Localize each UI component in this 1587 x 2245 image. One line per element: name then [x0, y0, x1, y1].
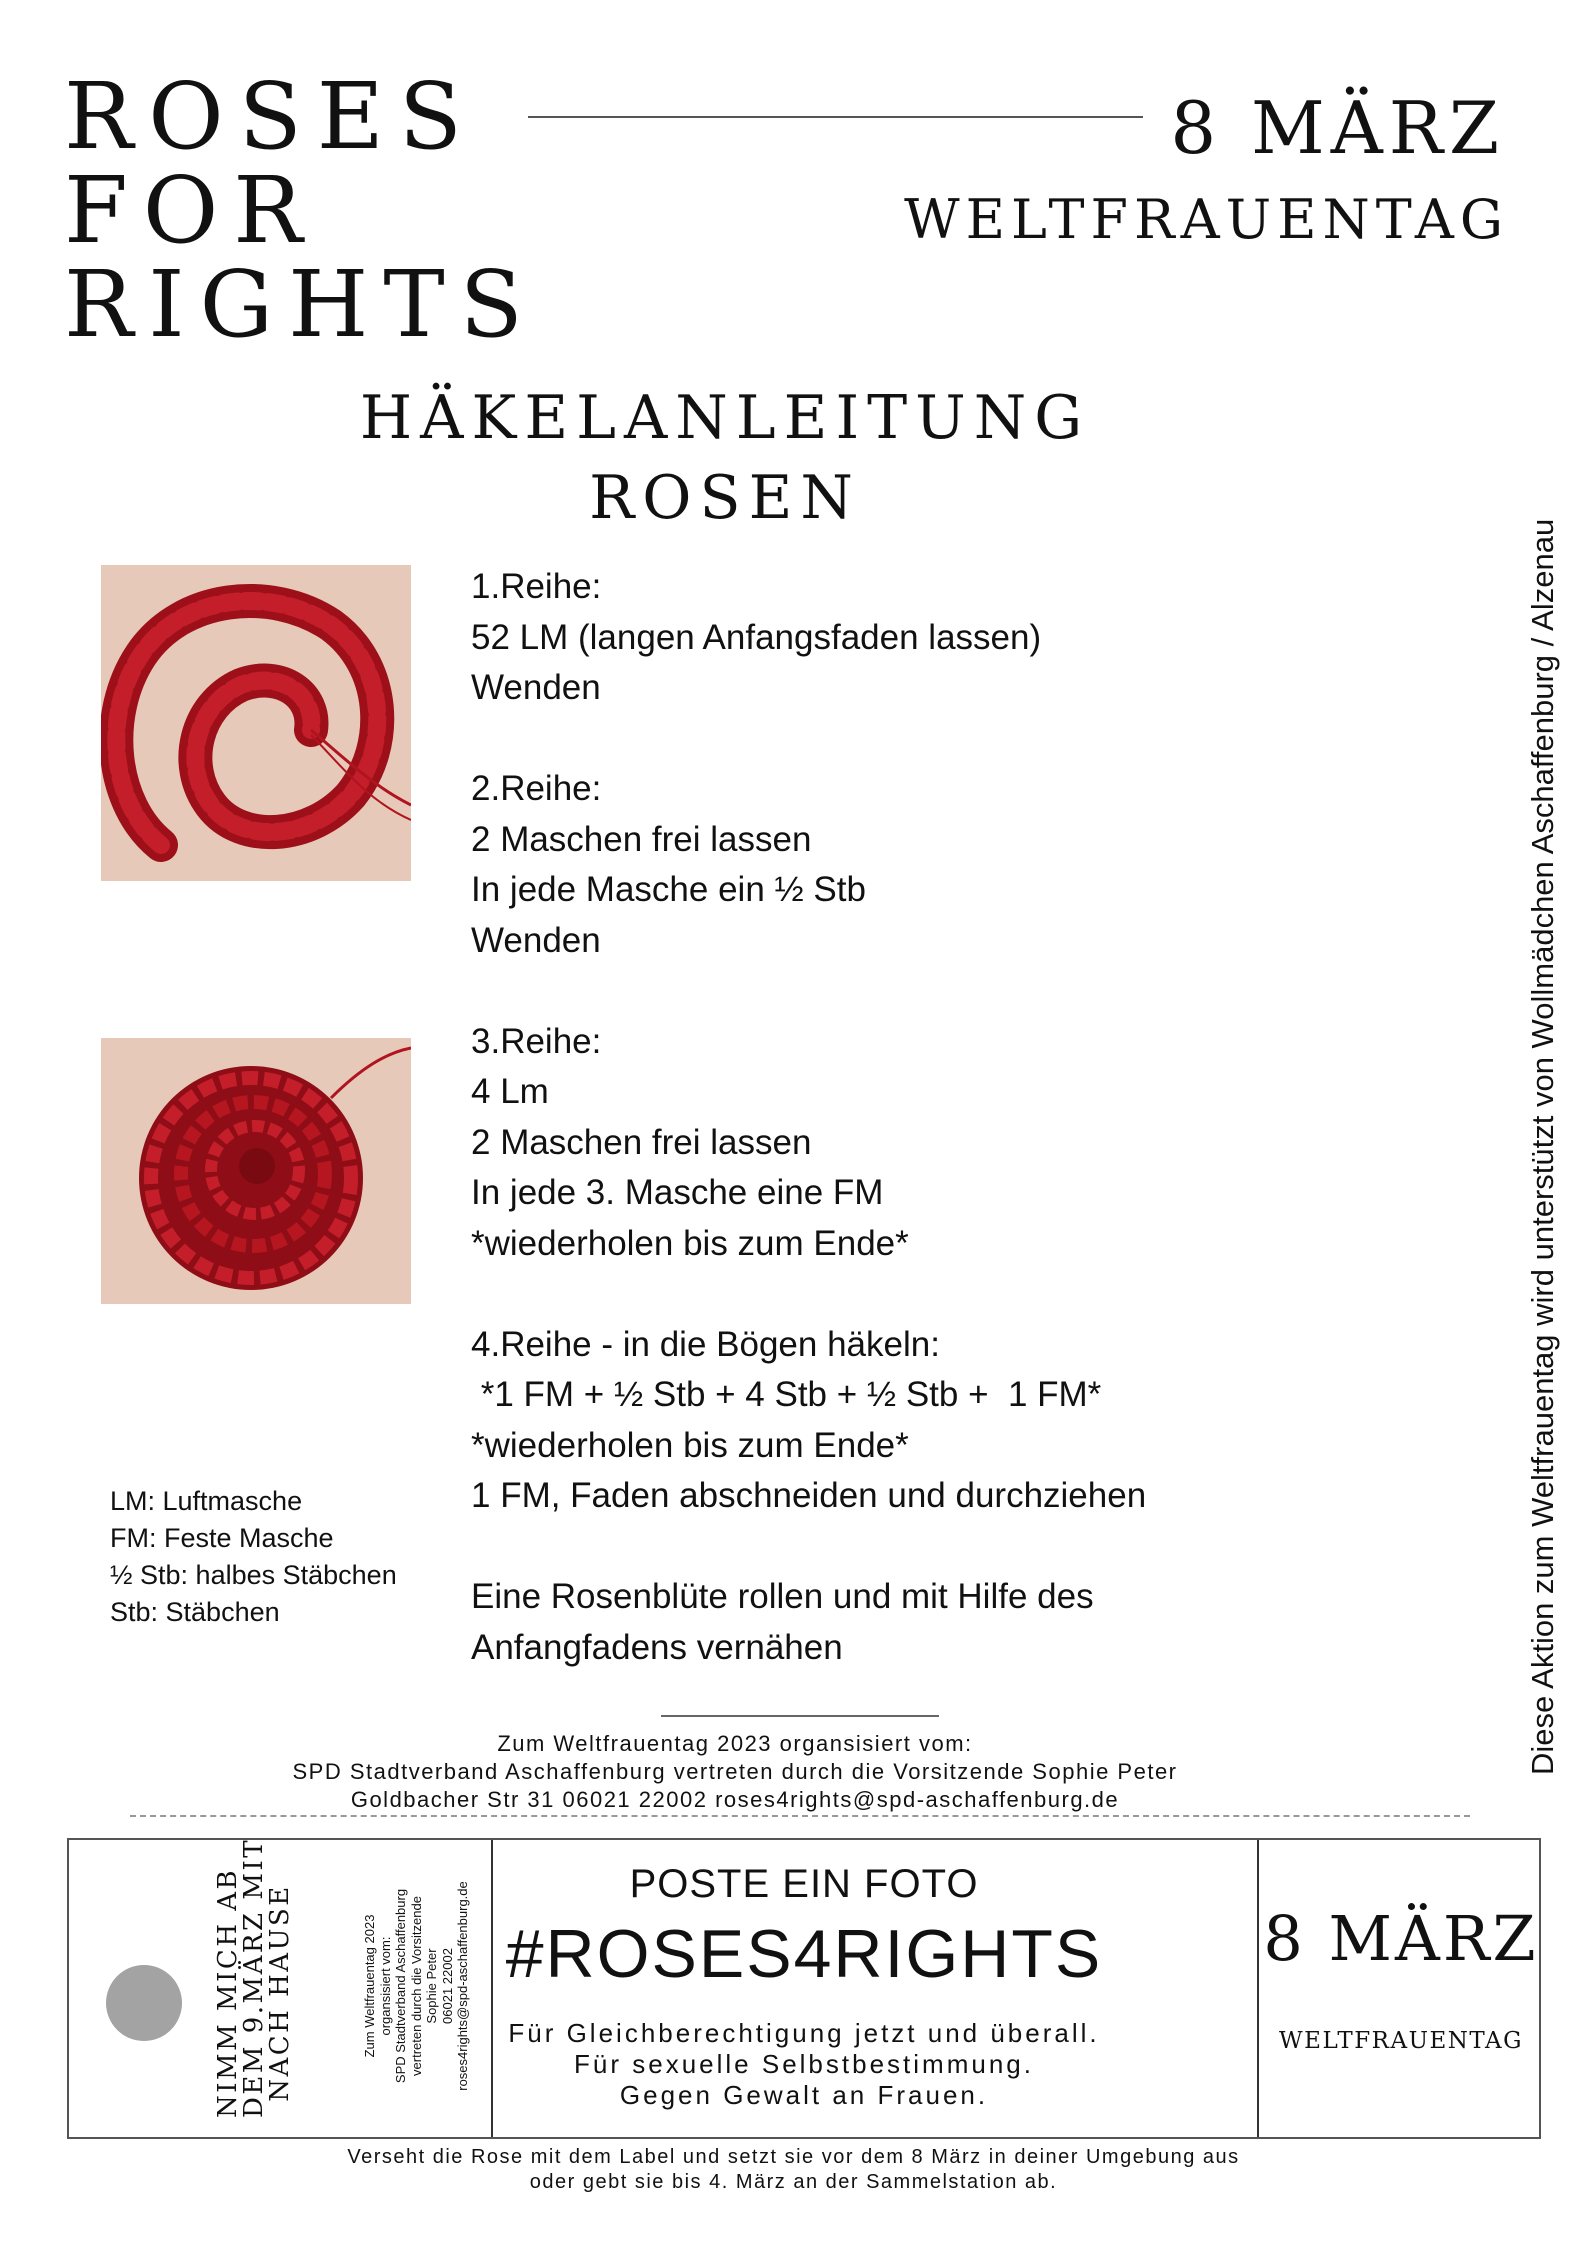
abbreviation-legend: [110, 1483, 397, 1631]
label-organizer-text: [362, 1866, 471, 2106]
instruction-line: 3.Reihe:: [471, 1021, 602, 1061]
hashtag: #ROSES4RIGHTS: [505, 1916, 1103, 1992]
footer-line: Verseht die Rose mit dem Label und setzt sie vor dem 8 März in deiner Umgebung aus: [347, 2146, 1240, 2168]
organizer-line: Zum Weltfrauentag 2023 organsisiert vom:: [497, 1731, 973, 1756]
instruction-line: 4.Reihe - in die Bögen häkeln:: [471, 1324, 940, 1364]
instruction-line: *wiederholen bis zum Ende*: [471, 1425, 909, 1465]
instruction-gap: [471, 966, 1371, 1017]
take-home-line: NACH HAUSE: [265, 1884, 295, 2102]
instruction-line: 1 FM, Faden abschneiden und durchziehen: [471, 1476, 1147, 1515]
footer-line: oder gebt sie bis 4. März an der Sammelstation ab.: [529, 2171, 1058, 2193]
post-photo-heading: POSTE EIN FOTO: [629, 1862, 979, 1906]
label-organizer-line: SPD Stadtverband Aschaffenburg: [393, 1888, 408, 2084]
page-title: [0, 378, 1450, 538]
sponsor-note: Diese Aktion zum Weltfrauentag wird unterstützt von Wollmädchen Aschaffenburg / Alzenau: [1525, 518, 1560, 1775]
brand-title: [64, 63, 538, 358]
tagline-line: Für sexuelle Selbstbestimmung.: [574, 2049, 1034, 2079]
label-divider-left: [491, 1840, 493, 2137]
label-organizer-line: organsisiert vom:: [377, 1936, 393, 2036]
label-organizer-line: vertreten durch die Vorsitzende: [408, 1896, 424, 2076]
header-event: WELTFRAUENTAG: [904, 188, 1509, 251]
label-organizer-line: 06021 22002: [439, 1948, 455, 2024]
organizer-line: SPD Stadtverband Aschaffenburg vertreten durch die Vorsitzende Sophie Peter: [292, 1759, 1178, 1784]
legend-item: Stb: Stäbchen: [110, 1597, 280, 1627]
rose-label: [67, 1838, 1541, 2139]
footer-note: [0, 2145, 1587, 2195]
brand-line: RIGHTS: [64, 251, 538, 358]
instruction-line: 1.Reihe:: [471, 567, 602, 606]
instruction-line: 52 LM (langen Anfangsfaden lassen): [471, 617, 1042, 657]
organizer-line: Goldbacher Str 31 06021 22002 roses4rights@spd-aschaffenburg.de: [350, 1787, 1120, 1812]
legend-item: FM: Feste Masche: [110, 1523, 334, 1553]
tagline-line: Gegen Gewalt an Frauen.: [619, 2080, 989, 2110]
title-line: HÄKELANLEITUNG: [359, 383, 1091, 453]
take-home-line: NIMM MICH AB: [213, 1867, 243, 2118]
header-divider: [528, 116, 1143, 118]
instruction-line: *1 FM + ½ Stb + 4 Stb + ½ Stb + 1 FM*: [471, 1375, 1102, 1414]
brand-line: FOR: [64, 157, 318, 264]
tagline-line: Für Gleichberechtigung jetzt und überall.: [508, 2018, 1100, 2048]
legend-item: LM: Luftmasche: [110, 1486, 303, 1516]
cut-line: [130, 1815, 1470, 1817]
instruction-line: Anfangfadens vernähen: [471, 1627, 843, 1667]
instruction-line: 4 Lm: [471, 1072, 549, 1111]
instruction-line: In jede 3. Masche eine FM: [471, 1173, 884, 1212]
instruction-gap: [471, 1522, 1371, 1573]
crochet-instructions: [471, 562, 1371, 1673]
organizer-info: [0, 1730, 1470, 1814]
instruction-line: Eine Rosenblüte rollen und mit Hilfe des: [471, 1577, 1094, 1616]
label-organizer-line: Sophie Peter: [424, 1948, 439, 2024]
organizer-divider: [661, 1715, 939, 1717]
photo-crochet-strip: [101, 565, 411, 881]
take-home-line: DEM 9.MÄRZ MIT: [239, 1837, 269, 2118]
photo-crochet-rose: [101, 1038, 411, 1304]
label-divider-right: [1257, 1840, 1259, 2137]
header-date: 8 MÄRZ: [1170, 86, 1505, 170]
label-tagline: [494, 2018, 1114, 2111]
instruction-line: 2 Maschen frei lassen: [471, 819, 812, 859]
brand-line: ROSES: [64, 63, 477, 170]
punch-hole-marker: [106, 1965, 182, 2041]
instruction-line: In jede Masche ein ½ Stb: [471, 870, 866, 909]
label-event: WELTFRAUENTAG: [1279, 2028, 1523, 2054]
take-home-text: [213, 1837, 295, 2118]
instruction-gap: [471, 714, 1371, 765]
instruction-line: Wenden: [471, 920, 601, 960]
crochet-rose-image: [101, 1038, 411, 1304]
label-organizer-line: roses4rights@spd-aschaffenburg.de: [455, 1881, 470, 2091]
label-date: 8 MÄRZ: [1263, 1902, 1539, 1975]
instruction-line: 2.Reihe:: [471, 769, 602, 808]
instruction-line: *wiederholen bis zum Ende*: [471, 1223, 909, 1263]
instruction-gap: [471, 1269, 1371, 1320]
instruction-line: Wenden: [471, 668, 601, 707]
legend-item: ½ Stb: halbes Stäbchen: [110, 1560, 397, 1590]
instruction-line: 2 Maschen frei lassen: [471, 1122, 812, 1162]
title-line: ROSEN: [589, 463, 861, 533]
crochet-strip-image: [101, 565, 411, 881]
label-organizer-line: Zum Weltfrauentag 2023: [362, 1914, 377, 2058]
